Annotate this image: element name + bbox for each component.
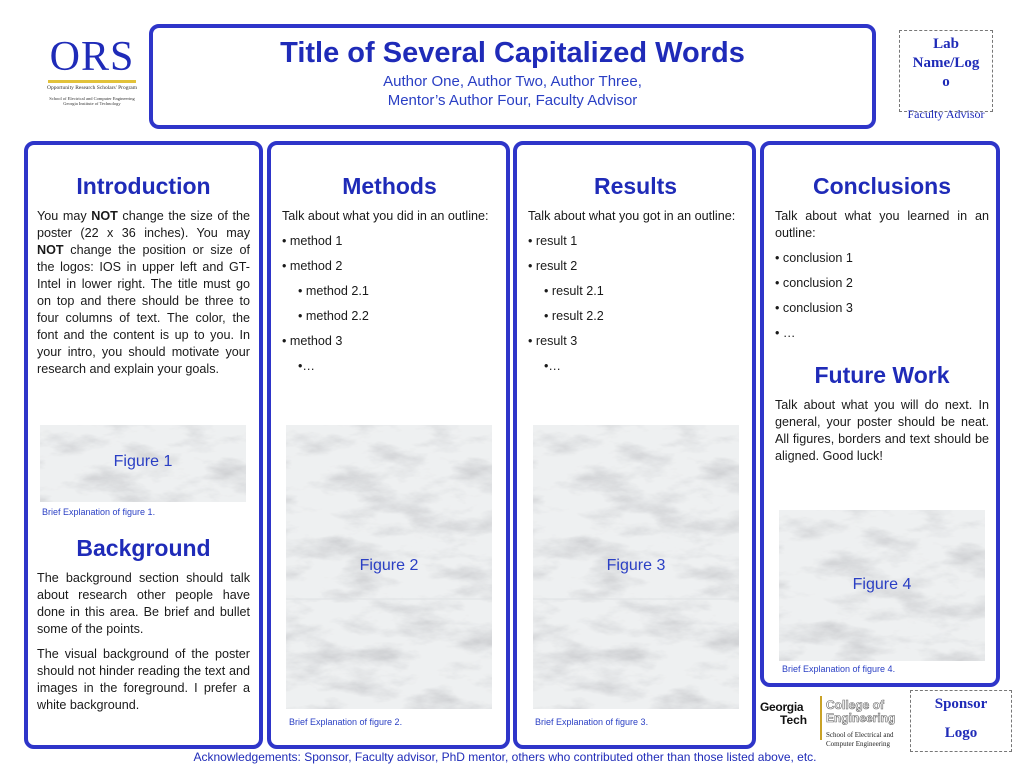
results-item: • result 1 (528, 234, 578, 248)
lab-logo-line-3: o (942, 74, 950, 90)
gt-school-line-2: Computer Engineering (826, 740, 890, 748)
column-methods (267, 141, 510, 749)
methods-item: • method 2.2 (298, 309, 369, 323)
methods-intro: Talk about what you did in an outline: (282, 209, 489, 223)
gt-divider (820, 696, 822, 740)
figure-3-label: Figure 3 (606, 557, 666, 574)
introduction-title: Introduction (76, 173, 211, 199)
sponsor-logo-box (910, 690, 1012, 752)
conclusions-title: Conclusions (812, 173, 951, 199)
sponsor-logo-line-1: Sponsor (934, 696, 988, 712)
title-box (149, 24, 876, 129)
background-text-2: The visual background of the poster should not hinder reading the text and images in the foreground. I prefer a white background. (37, 647, 250, 712)
conclusions-item: • conclusion 1 (775, 251, 853, 265)
gt-georgia-text: Georgia (760, 700, 804, 714)
lab-logo-line-1: Lab (933, 36, 959, 52)
results-item: • result 3 (528, 334, 578, 348)
column-conclusions (760, 141, 1000, 687)
conclusions-item: • conclusion 2 (775, 276, 853, 290)
conclusions-item: • … (775, 326, 796, 340)
methods-item: • method 2.1 (298, 284, 369, 298)
results-item: • result 2 (528, 259, 578, 273)
ors-institute-line: Georgia Institute of Technology (63, 101, 121, 106)
gt-tech-text: Tech (780, 713, 808, 727)
figure-2 (286, 425, 492, 709)
figure-1-label: Figure 1 (113, 453, 173, 470)
column-introduction (24, 141, 263, 749)
authors-line-2: Mentor’s Author Four, Faculty Advisor (387, 92, 638, 109)
column-results (513, 141, 756, 749)
results-item: • result 2.2 (544, 309, 604, 323)
introduction-text: You may NOT change the size of the poster (22 x 36 inches). You may NOT change the position or size of the logos: IOS in upper left and GT-Intel in lower right. The title must go on top and there should be three to four columns of text. The color, the font and the content is up to you. In your intro, you should motivate your research and explain your goals. (37, 209, 250, 376)
ors-program-line: Opportunity Research Scholars' Program (46, 85, 138, 91)
figure-2-label: Figure 2 (359, 557, 419, 574)
figure-2-caption: Brief Explanation of figure 2. (289, 717, 403, 727)
figure-3-caption: Brief Explanation of figure 3. (535, 717, 649, 727)
figure-4-caption: Brief Explanation of figure 4. (782, 664, 896, 674)
lab-logo-advisor: Faculty Advisor (907, 107, 985, 121)
methods-item: •… (298, 359, 316, 373)
results-intro: Talk about what you got in an outline: (528, 209, 736, 223)
acknowledgements: Acknowledgements: Sponsor, Faculty advisor, PhD mentor, others who contributed other than those listed above, etc. (193, 750, 817, 764)
figure-1-caption: Brief Explanation of figure 1. (42, 507, 156, 517)
gt-college-line-2: Engineering (826, 711, 896, 725)
figure-4-label: Figure 4 (852, 576, 912, 593)
lab-logo-line-2: Name/Log (912, 55, 980, 71)
methods-item: • method 2 (282, 259, 343, 273)
methods-item: • method 1 (282, 234, 343, 248)
future-work-text: Talk about what you will do next. In general, your poster should be neat. All figures, borders and text should be aligned. Good luck! (775, 398, 989, 463)
conclusions-item: • conclusion 3 (775, 301, 853, 315)
ors-underline (48, 80, 136, 83)
conclusions-intro: Talk about what you learned in an outline: (775, 209, 989, 240)
results-item: • result 2.1 (544, 284, 604, 298)
figure-3 (533, 425, 739, 709)
ors-school-line: School of Electrical and Computer Engineering (49, 96, 135, 101)
gt-logo (760, 694, 906, 754)
results-item: •… (544, 359, 562, 373)
background-title: Background (76, 535, 211, 561)
methods-item: • method 3 (282, 334, 343, 348)
authors-line-1: Author One, Author Two, Author Three, (383, 73, 642, 90)
future-work-title: Future Work (814, 362, 950, 388)
ors-mark: ORS (49, 34, 135, 80)
gt-college-line-1: College of (826, 698, 885, 712)
methods-title: Methods (342, 173, 437, 199)
sponsor-logo-line-2: Logo (944, 725, 978, 741)
gt-school-line-1: School of Electrical and (826, 731, 894, 739)
ors-logo (44, 34, 140, 118)
figure-4 (779, 510, 985, 661)
figure-1 (40, 425, 246, 502)
lab-logo-box (899, 30, 993, 112)
results-title: Results (593, 173, 678, 199)
poster-title: Title of Several Capitalized Words (280, 37, 745, 69)
background-text-1: The background section should talk about research other people have done in this area. Be brief and bullet some of the points. (37, 571, 250, 636)
